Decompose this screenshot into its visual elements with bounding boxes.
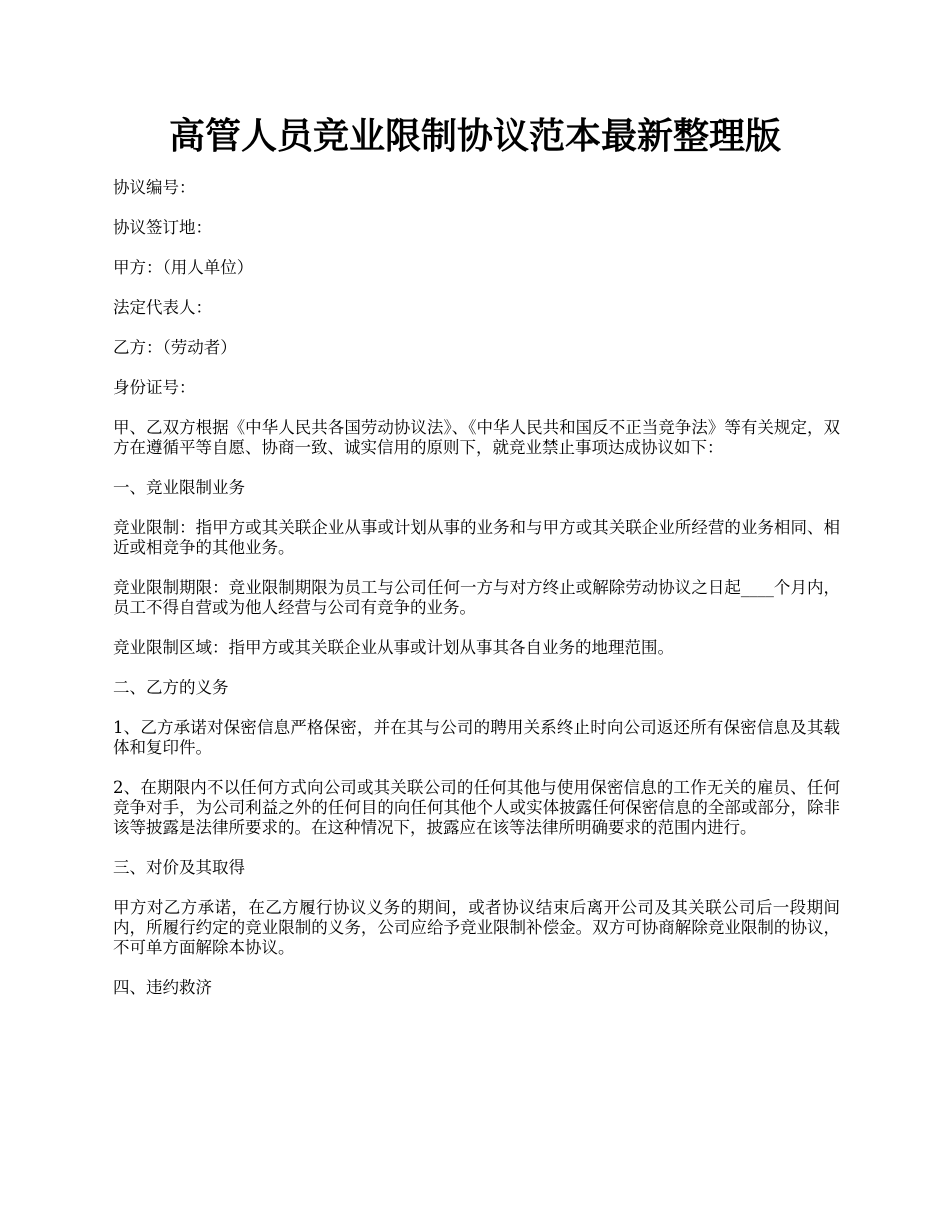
legal-representative-field: 法定代表人： xyxy=(113,298,212,317)
obligation-1-paragraph: 1、乙方承诺对保密信息严格保密，并在其与公司的聘用关系终止时向公司返还所有保密信息及其载体和复印件。 xyxy=(113,718,840,757)
section-heading-1: 一、竞业限制业务 xyxy=(113,478,245,497)
preamble-paragraph: 甲、乙双方根据《中华人民共各国劳动协议法》、《中华人民共和国反不正当竞争法》等有关规定，双方在遵循平等自愿、协商一致、诚实信用的原则下，就竞业禁止事项达成协议如下： xyxy=(113,418,840,457)
non-compete-region-paragraph: 竞业限制区域：指甲方或其关联企业从事或计划从事其各自业务的地理范围。 xyxy=(113,638,674,657)
id-number-field: 身份证号： xyxy=(113,378,196,397)
non-compete-period-paragraph: 竞业限制期限：竞业限制期限为员工与公司任何一方与对方终止或解除劳动协议之日起____个月内，员工不得自营或为他人经营与公司有竞争的业务。 xyxy=(113,578,840,617)
agreement-number-field: 协议编号： xyxy=(113,178,196,197)
document-body xyxy=(113,178,840,998)
non-compete-definition-paragraph: 竞业限制：指甲方或其关联企业从事或计划从事的业务和与甲方或其关联企业所经营的业务相同、相近或相竞争的其他业务。 xyxy=(113,518,840,557)
section-heading-4: 四、违约救济 xyxy=(113,978,212,997)
party-a-field: 甲方：（用人单位） xyxy=(113,258,254,277)
document-title: 高管人员竞业限制协议范本最新整理版 xyxy=(168,115,781,157)
section-heading-3: 三、对价及其取得 xyxy=(113,858,245,877)
signing-place-field: 协议签订地： xyxy=(113,218,212,237)
obligation-2-paragraph: 2、在期限内不以任何方式向公司或其关联公司的任何其他与使用保密信息的工作无关的雇员、任何竞争对手，为公司利益之外的任何目的向任何其他个人或实体披露任何保密信息的全部或部分，除非该等披露是法律所要求的。在这种情况下，披露应在该等法律所明确要求的范围内进行。 xyxy=(113,778,840,837)
party-b-field: 乙方：（劳动者） xyxy=(113,338,237,357)
section-heading-2: 二、乙方的义务 xyxy=(113,678,229,697)
compensation-paragraph: 甲方对乙方承诺，在乙方履行协议义务的期间，或者协议结束后离开公司及其关联公司后一段期间内，所履行约定的竞业限制的义务，公司应给予竞业限制补偿金。双方可协商解除竞业限制的协议，不可单方面解除本协议。 xyxy=(113,898,840,957)
